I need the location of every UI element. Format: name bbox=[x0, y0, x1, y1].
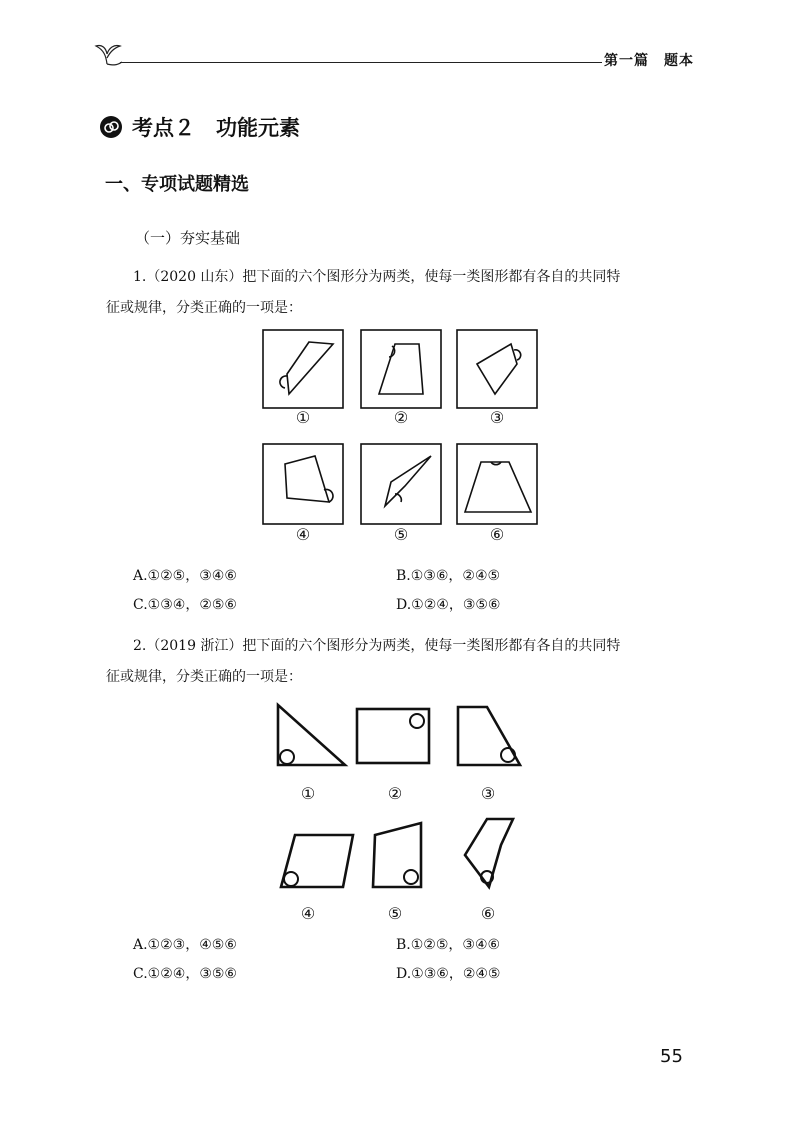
q1-caption-1: ① bbox=[295, 408, 311, 427]
subsection-title: （一）夯实基础 bbox=[135, 229, 241, 247]
q1-caption-5: ⑤ bbox=[393, 525, 409, 544]
q2-caption-4: ④ bbox=[300, 904, 316, 923]
q1-option-a[interactable]: A.①②⑤，③④⑥ bbox=[133, 568, 237, 584]
q2-fig3-shape bbox=[458, 707, 520, 765]
q2-stem-line2: 征或规律，分类正确的一项是： bbox=[106, 669, 302, 685]
q1-fig1-shape bbox=[287, 342, 333, 394]
q2-option-c[interactable]: C.①②④，③⑤⑥ bbox=[133, 966, 237, 982]
q2-fig1-circle bbox=[280, 750, 294, 764]
q1-caption-6: ⑥ bbox=[489, 525, 505, 544]
q2-fig4-circle bbox=[284, 872, 298, 886]
q2-fig2-circle bbox=[410, 714, 424, 728]
q2-fig5-shape bbox=[373, 823, 421, 887]
q1-fig6-shape bbox=[465, 462, 531, 512]
q2-fig1-shape bbox=[278, 705, 345, 765]
q1-stem-line2: 征或规律，分类正确的一项是： bbox=[106, 300, 302, 316]
q1-option-c[interactable]: C.①③④，②⑤⑥ bbox=[133, 597, 237, 613]
q1-fig2-shape bbox=[379, 344, 423, 394]
q2-option-a[interactable]: A.①②③，④⑤⑥ bbox=[133, 937, 237, 953]
q2-option-b[interactable]: B.①②⑤，③④⑥ bbox=[396, 937, 501, 953]
q1-option-b[interactable]: B.①③⑥，②④⑤ bbox=[396, 568, 501, 584]
q1-fig5-shape bbox=[385, 456, 431, 506]
q1-caption-4: ④ bbox=[295, 525, 311, 544]
q1-caption-2: ② bbox=[393, 408, 409, 427]
q1-fig3-frame bbox=[457, 330, 537, 408]
q1-fig1-arc bbox=[280, 376, 287, 388]
q1-stem-line1: 1.（2020 山东）把下面的六个图形分为两类，使每一类图形都有各自的共同特 bbox=[133, 269, 621, 285]
q2-caption-5: ⑤ bbox=[387, 904, 403, 923]
q1-caption-3: ③ bbox=[489, 408, 505, 427]
q2-fig2-shape bbox=[357, 709, 429, 763]
q2-stem bbox=[106, 631, 703, 693]
q2-caption-1: ① bbox=[300, 784, 316, 803]
q1-figures bbox=[255, 322, 545, 552]
q1-fig4-frame bbox=[263, 444, 343, 524]
kaodian-badge-icon bbox=[100, 116, 122, 138]
q2-caption-3: ③ bbox=[480, 784, 496, 803]
q2-caption-6: ⑥ bbox=[480, 904, 496, 923]
q2-fig5-circle bbox=[404, 870, 418, 884]
q2-fig6-shape bbox=[465, 819, 513, 887]
section-title: 一、专项试题精选 bbox=[105, 174, 249, 195]
q1-fig2-frame bbox=[361, 330, 441, 408]
kaodian-heading bbox=[100, 112, 300, 142]
q2-caption-2: ② bbox=[387, 784, 403, 803]
page-number: 55 bbox=[660, 1046, 683, 1067]
q1-fig5-frame bbox=[361, 444, 441, 524]
kaodian-title: 考点２ 功能元素 bbox=[132, 116, 300, 140]
q1-fig3-shape bbox=[477, 344, 517, 394]
header-title: 第一篇 题本 bbox=[604, 53, 694, 69]
q1-fig1-frame bbox=[263, 330, 343, 408]
q2-option-d[interactable]: D.①③⑥，②④⑤ bbox=[396, 966, 501, 982]
sprout-icon bbox=[92, 40, 122, 66]
q1-stem bbox=[106, 262, 703, 324]
q1-fig4-shape bbox=[285, 456, 329, 502]
q1-option-d[interactable]: D.①②④，③⑤⑥ bbox=[396, 597, 501, 613]
q2-fig4-shape bbox=[281, 835, 353, 887]
q2-stem-line1: 2.（2019 浙江）把下面的六个图形分为两类，使每一类图形都有各自的共同特 bbox=[133, 638, 621, 654]
header-rule bbox=[120, 62, 602, 63]
